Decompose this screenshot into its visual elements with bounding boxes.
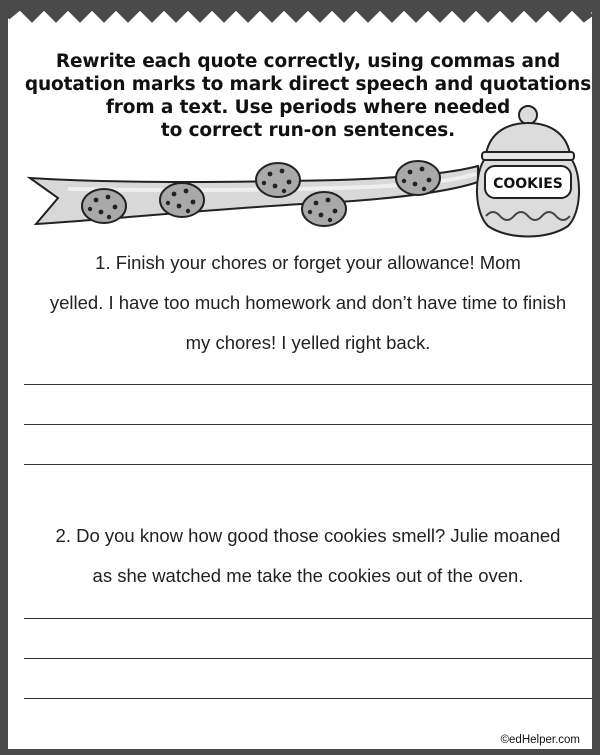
cookie-icon (160, 183, 204, 217)
copyright-notice: ©edHelper.com (500, 734, 580, 746)
answer-line[interactable] (24, 618, 592, 619)
question-1 (22, 243, 594, 363)
instruction-line: Rewrite each quote correctly, using commas and (55, 51, 561, 72)
answer-line[interactable] (24, 698, 592, 699)
question-text: as she watched me take the cookies out of the oven. (92, 565, 524, 586)
cookie-icon (302, 192, 346, 226)
question-text: my chores! I yelled right back. (185, 332, 431, 353)
question-text: 2. Do you know how good those cookies smell? Julie moaned (55, 525, 561, 546)
instruction-line: quotation marks to mark direct speech and quotations (24, 74, 592, 95)
question-text: yelled. I have too much homework and don’t have time to finish (49, 292, 567, 313)
cookie-icon (82, 189, 126, 223)
answer-line[interactable] (24, 384, 592, 385)
question-2 (22, 516, 594, 596)
instruction-line: from a text. Use periods where needed (105, 97, 511, 118)
worksheet-page (8, 6, 592, 749)
cookie-icon (396, 161, 440, 195)
cookie-icon (256, 163, 300, 197)
cookie-illustration (8, 6, 592, 246)
answer-line[interactable] (24, 424, 592, 425)
answer-line[interactable] (24, 658, 592, 659)
cookie-jar-icon (477, 106, 579, 237)
answer-line[interactable] (24, 464, 592, 465)
instruction-line: to correct run-on sentences. (160, 120, 456, 141)
jar-label: COOKIES (493, 176, 563, 192)
question-text: 1. Finish your chores or forget your allowance! Mom (95, 252, 521, 273)
